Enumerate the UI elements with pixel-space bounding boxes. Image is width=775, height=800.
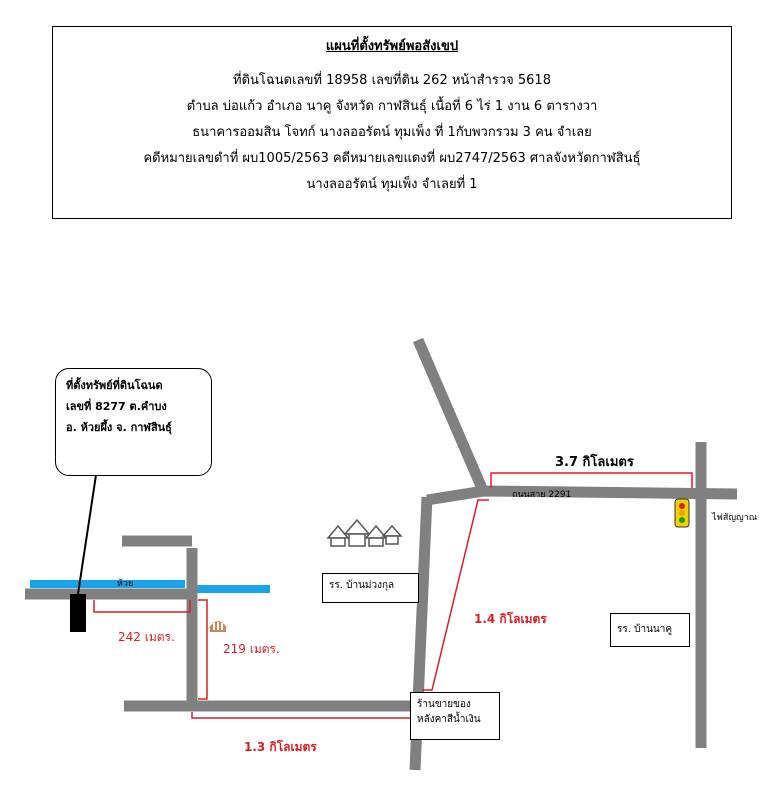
map-title: แผนที่ตั้งทรัพย์พอสังเขป [325, 39, 459, 54]
defendant-line: นางลออรัตน์ ทุมเพ็ง จำเลยที่ 1 [306, 177, 478, 192]
school-nakhu-label: รร. บ้านนาคู [617, 624, 673, 635]
parties-line: ธนาคารออมสิน โจทก์ นางลออรัตน์ ทุมเพ็ง ที่ 1กับพวกรวม 3 คน จำเลย [192, 125, 592, 140]
callout-pointer [78, 475, 96, 594]
houses-icon [328, 520, 401, 546]
location-line: ตำบล บ่อแก้ว อำเภอ นาคู จังหวัด กาฬสินธุ์ เนื้อที่ 6 ไร่ 1 งาน 6 ตารางวา [186, 99, 598, 114]
distance-219-label: 219 เมตร. [223, 642, 280, 656]
road-north-diagonal [418, 340, 484, 493]
distance-diagonal-label: 1.4 กิโลเมตร [474, 612, 547, 626]
distance-242-label: 242 เมตร. [118, 630, 175, 644]
road-2291 [427, 491, 737, 500]
temple-icon [209, 621, 227, 632]
shop-label-line-2: หลังคาสีน้ำเงิน [417, 714, 481, 725]
case-line: คดีหมายเลขดำที่ ผบ1005/2563 คดีหมายเลขแดงที่ ผบ2747/2563 ศาลจังหวัดกาฬสินธุ์ [143, 151, 641, 166]
callout-line-3: อ. ห้วยผึ้ง จ. กาฬสินธุ์ [66, 421, 172, 434]
school-muangkul-box [322, 573, 419, 603]
land-plot-marker [70, 594, 86, 632]
traffic-light-icon [675, 499, 689, 527]
shop-box [410, 692, 500, 740]
deed-line: ที่ดินโฉนดเลขที่ 18958 เลขที่ดิน 262 หน้าสำรวจ 5618 [233, 73, 551, 88]
bracket-242 [94, 600, 190, 612]
callout-line-1: ที่ตั้งทรัพย์ที่ดินโฉนด [66, 379, 163, 392]
shop-label-line-1: ร้านขายของ [417, 699, 471, 710]
bracket-1-4km [422, 500, 489, 690]
bracket-1-3km [192, 712, 412, 718]
callout-line-2: เลขที่ 8277 ต.คำบง [66, 400, 167, 413]
school-nakhu-box [610, 613, 690, 647]
bracket-219 [198, 600, 207, 699]
bracket-3-7km [491, 473, 692, 488]
stream-label: ห้วย [117, 579, 134, 589]
road-name-label: ถนนสาย 2291 [512, 490, 572, 500]
property-callout [55, 368, 212, 476]
distance-top-label: 3.7 กิโลเมตร [555, 455, 634, 470]
school-muangkul-label: รร. บ้านม่วงกุล [329, 580, 395, 591]
distance-bottom-label: 1.3 กิโลเมตร [244, 740, 317, 754]
traffic-light-label: ไฟสัญญาณ [712, 513, 758, 523]
